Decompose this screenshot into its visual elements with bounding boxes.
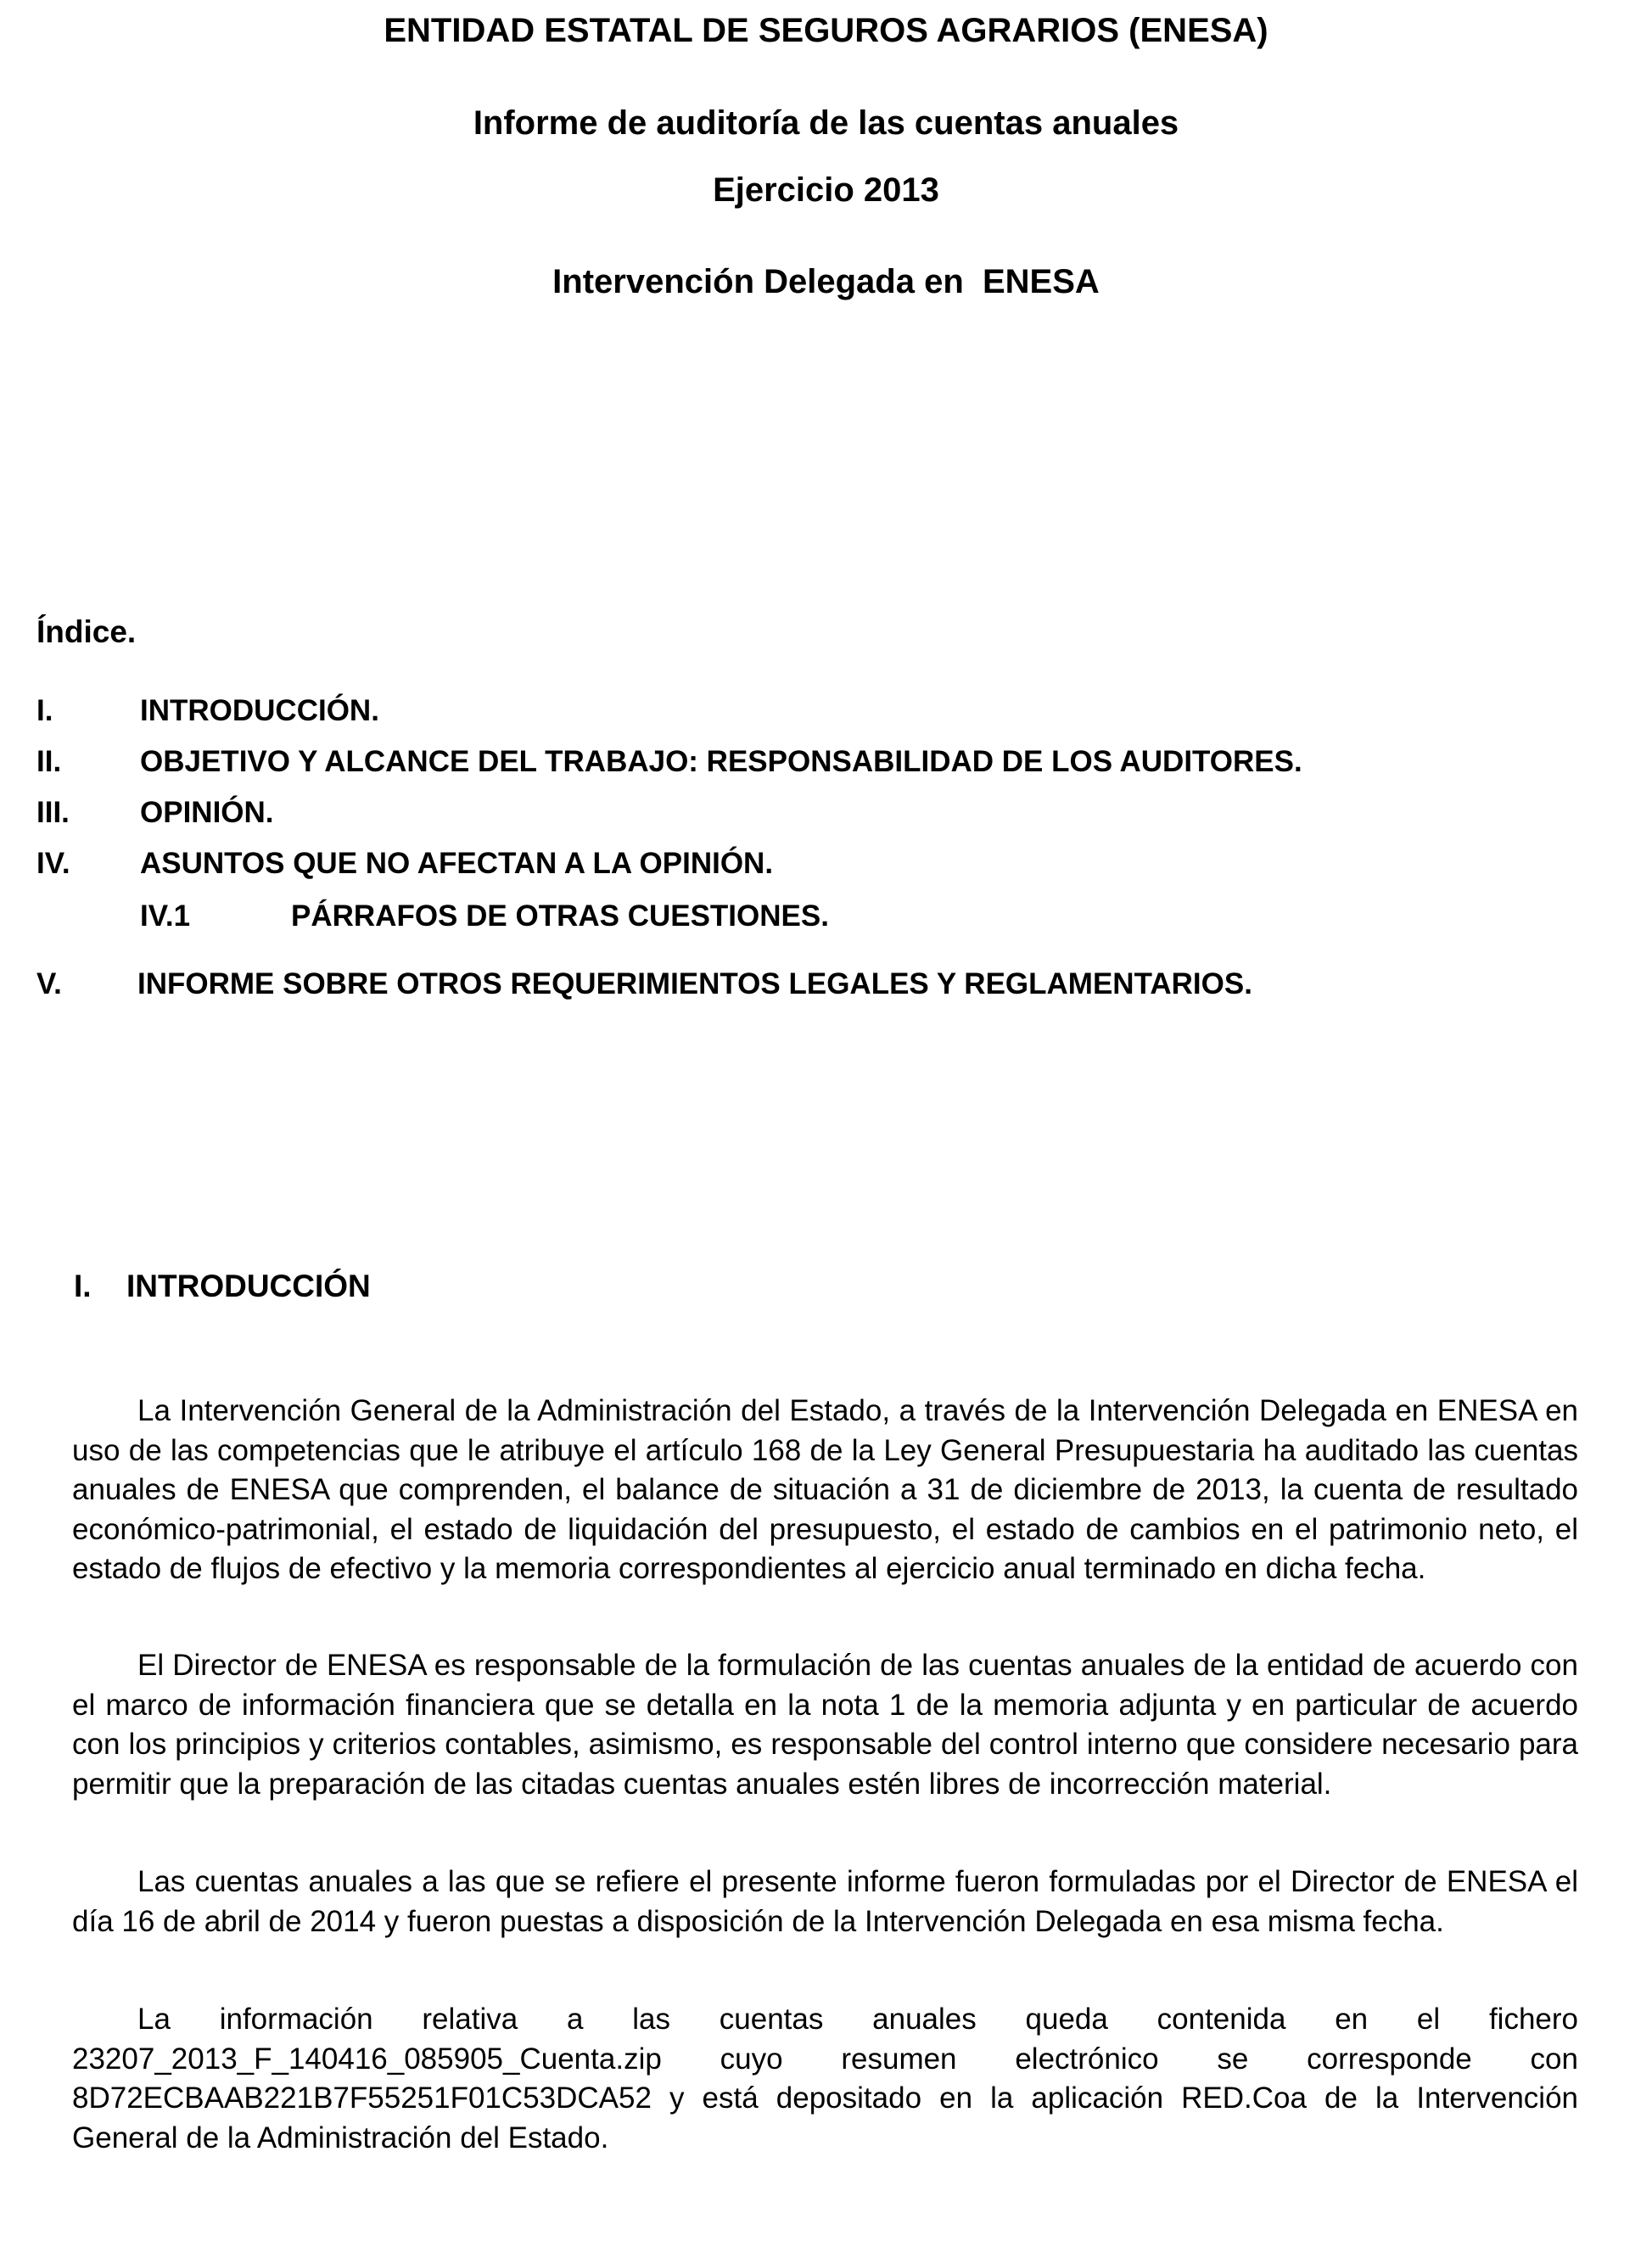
toc-item-num: V. (36, 967, 62, 1000)
report-title: Informe de auditoría de las cuentas anuales (473, 104, 1179, 142)
issuer: Intervención Delegada en ENESA (552, 263, 1100, 300)
toc-item-num: III. (36, 796, 70, 829)
entity-title: ENTIDAD ESTATAL DE SEGUROS AGRARIOS (ENESA) (384, 12, 1268, 49)
index-title: Índice. (36, 614, 137, 649)
paragraph: Las cuentas anuales a las que se refiere el presente informe fueron formuladas por el Director de ENESA el día 16 de abril de 2014 y fueron puestas a disposición de la Intervención Delegada en esa misma fecha. (72, 1865, 1578, 1938)
toc-item-label: INTRODUCCIÓN. (140, 694, 379, 727)
paragraph: La Intervención General de la Administración del Estado, a través de la Intervención Delegada en ENESA en uso de las competencias que le atribuye el artículo 168 de la Ley General Presupuestaria ha auditado las cuentas anuales de ENESA que comprenden, el balance de situación a 31 de diciembre de 2013, la cuenta de resultado económico-patrimonial, el estado de liquidación del presupuesto, el estado de cambios en el patrimonio neto, el estado de flujos de efectivo y la memoria correspondientes al ejercicio anual terminado en dicha fecha. (72, 1394, 1578, 1585)
section-heading-introduccion (74, 1269, 371, 1304)
toc-item-num: II. (36, 745, 62, 778)
paragraph: El Director de ENESA es responsable de la formulación de las cuentas anuales de la entidad de acuerdo con el marco de información financiera que se detalla en la nota 1 de la memoria adjunta y en particular de acuerdo con los principios y criterios contables, asimismo, es responsable del control interno que considere necesario para permitir que la preparación de las citadas cuentas anuales estén libres de incorrección material. (72, 1649, 1578, 1801)
toc-item-label: INFORME SOBRE OTROS REQUERIMIENTOS LEGALES Y REGLAMENTARIOS. (137, 967, 1252, 1000)
fiscal-year: Ejercicio 2013 (713, 171, 939, 209)
toc-item-label: PÁRRAFOS DE OTRAS CUESTIONES. (291, 899, 829, 933)
toc-item-num: IV. (36, 847, 70, 880)
section-title: INTRODUCCIÓN (126, 1269, 371, 1303)
toc-item-num: I. (36, 694, 53, 727)
section-number: I. (74, 1269, 92, 1303)
toc-item-label: OPINIÓN. (140, 796, 274, 829)
paragraph: La información relativa a las cuentas anuales queda contenida en el fichero 23207_2013_F_140416_085905_Cuenta.zip cuyo resumen electrónico se corresponde con 8D72ECBAAB221B7F55251F01C53DCA52 y está depositado en la aplicación RED.Coa de la Intervención General de la Administración del Estado. (72, 2003, 1578, 2154)
toc-item-label: ASUNTOS QUE NO AFECTAN A LA OPINIÓN. (140, 847, 774, 880)
toc-item-num: IV.1 (140, 899, 191, 933)
toc-item-label: OBJETIVO Y ALCANCE DEL TRABAJO: RESPONSABILIDAD DE LOS AUDITORES. (140, 745, 1302, 778)
